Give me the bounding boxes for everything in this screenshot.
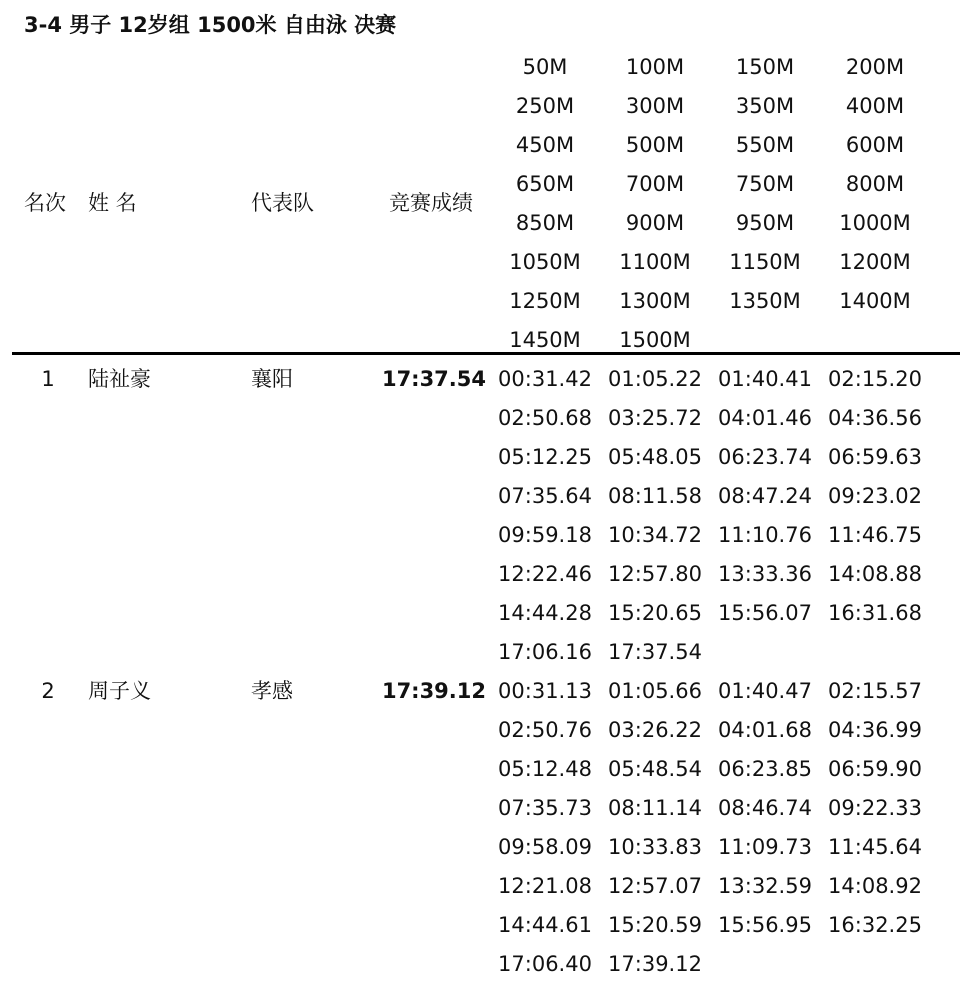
rank-cell: 1 (41, 367, 55, 391)
split-time: 08:47.24 (718, 484, 812, 508)
split-distance-header: 300M (625, 94, 685, 118)
split-distance-header: 650M (515, 172, 575, 196)
split-time: 01:40.41 (718, 367, 812, 391)
split-time: 08:46.74 (718, 796, 812, 820)
split-distance-header: 1300M (619, 289, 691, 313)
split-time: 06:23.85 (718, 757, 812, 781)
split-distance-header: 1450M (509, 328, 581, 352)
split-time: 14:08.92 (828, 874, 922, 898)
split-time: 17:39.12 (608, 952, 702, 976)
split-distance-header: 500M (625, 133, 685, 157)
split-time: 12:57.80 (608, 562, 702, 586)
page-title: 3-4 男子 12岁组 1500米 自由泳 决赛 (24, 13, 397, 37)
team-header: 代表队 (251, 191, 314, 215)
split-time: 09:58.09 (498, 835, 592, 859)
split-time: 00:31.13 (498, 679, 592, 703)
split-time: 09:59.18 (498, 523, 592, 547)
split-time: 14:44.61 (498, 913, 592, 937)
split-distance-header: 550M (735, 133, 795, 157)
split-distance-header: 1150M (729, 250, 801, 274)
split-distance-header: 1100M (619, 250, 691, 274)
split-distance-header: 450M (515, 133, 575, 157)
split-time: 14:08.88 (828, 562, 922, 586)
split-distance-header: 1400M (839, 289, 911, 313)
split-distance-header: 800M (845, 172, 905, 196)
split-time: 06:59.90 (828, 757, 922, 781)
split-time: 05:12.25 (498, 445, 592, 469)
split-distance-header: 750M (735, 172, 795, 196)
split-time: 02:15.57 (828, 679, 922, 703)
split-distance-header: 1200M (839, 250, 911, 274)
split-distance-header: 1350M (729, 289, 801, 313)
split-distance-header: 350M (735, 94, 795, 118)
split-time: 08:11.58 (608, 484, 702, 508)
split-time: 02:50.76 (498, 718, 592, 742)
split-time: 04:01.46 (718, 406, 812, 430)
result-header: 竞赛成绩 (389, 191, 473, 215)
split-time: 01:40.47 (718, 679, 812, 703)
split-time: 13:32.59 (718, 874, 812, 898)
header-divider (12, 352, 960, 355)
split-time: 02:50.68 (498, 406, 592, 430)
split-time: 15:56.95 (718, 913, 812, 937)
split-distance-header: 400M (845, 94, 905, 118)
split-time: 11:09.73 (718, 835, 812, 859)
split-time: 04:01.68 (718, 718, 812, 742)
split-time: 17:06.40 (498, 952, 592, 976)
split-time: 15:56.07 (718, 601, 812, 625)
split-time: 01:05.66 (608, 679, 702, 703)
rank-cell: 2 (41, 679, 55, 703)
split-time: 06:59.63 (828, 445, 922, 469)
swimmer-name: 周子义 (88, 679, 151, 703)
split-distance-header: 1000M (839, 211, 911, 235)
split-time: 00:31.42 (498, 367, 592, 391)
split-time: 16:32.25 (828, 913, 922, 937)
split-distance-header: 1250M (509, 289, 581, 313)
name-header: 姓 名 (88, 191, 137, 215)
split-time: 07:35.73 (498, 796, 592, 820)
swimmer-name: 陆祉豪 (88, 367, 151, 391)
split-time: 15:20.59 (608, 913, 702, 937)
split-time: 03:25.72 (608, 406, 702, 430)
final-time: 17:37.54 (381, 367, 486, 391)
split-distance-header: 100M (625, 55, 685, 79)
split-time: 11:10.76 (718, 523, 812, 547)
split-distance-header: 950M (735, 211, 795, 235)
split-distance-header: 900M (625, 211, 685, 235)
split-time: 05:12.48 (498, 757, 592, 781)
split-time: 04:36.99 (828, 718, 922, 742)
split-distance-header: 50M (522, 55, 568, 79)
rank-header: 名次 (24, 191, 66, 215)
split-time: 06:23.74 (718, 445, 812, 469)
split-distance-header: 700M (625, 172, 685, 196)
split-time: 05:48.54 (608, 757, 702, 781)
split-time: 16:31.68 (828, 601, 922, 625)
split-distance-header: 200M (845, 55, 905, 79)
split-time: 15:20.65 (608, 601, 702, 625)
split-time: 08:11.14 (608, 796, 702, 820)
split-distance-header: 600M (845, 133, 905, 157)
split-time: 09:23.02 (828, 484, 922, 508)
split-time: 17:37.54 (608, 640, 702, 664)
split-time: 14:44.28 (498, 601, 592, 625)
split-time: 11:46.75 (828, 523, 922, 547)
split-time: 10:34.72 (608, 523, 702, 547)
split-distance-header: 1050M (509, 250, 581, 274)
split-time: 11:45.64 (828, 835, 922, 859)
split-distance-header: 850M (515, 211, 575, 235)
split-time: 13:33.36 (718, 562, 812, 586)
split-time: 03:26.22 (608, 718, 702, 742)
split-distance-header: 150M (735, 55, 795, 79)
final-time: 17:39.12 (381, 679, 486, 703)
split-distance-header: 250M (515, 94, 575, 118)
split-time: 07:35.64 (498, 484, 592, 508)
split-time: 09:22.33 (828, 796, 922, 820)
split-time: 02:15.20 (828, 367, 922, 391)
team-name: 襄阳 (251, 367, 293, 391)
split-time: 04:36.56 (828, 406, 922, 430)
split-time: 12:21.08 (498, 874, 592, 898)
split-time: 12:22.46 (498, 562, 592, 586)
split-distance-header: 1500M (619, 328, 691, 352)
split-time: 10:33.83 (608, 835, 702, 859)
split-time: 17:06.16 (498, 640, 592, 664)
team-name: 孝感 (251, 679, 293, 703)
split-time: 05:48.05 (608, 445, 702, 469)
split-time: 01:05.22 (608, 367, 702, 391)
split-time: 12:57.07 (608, 874, 702, 898)
